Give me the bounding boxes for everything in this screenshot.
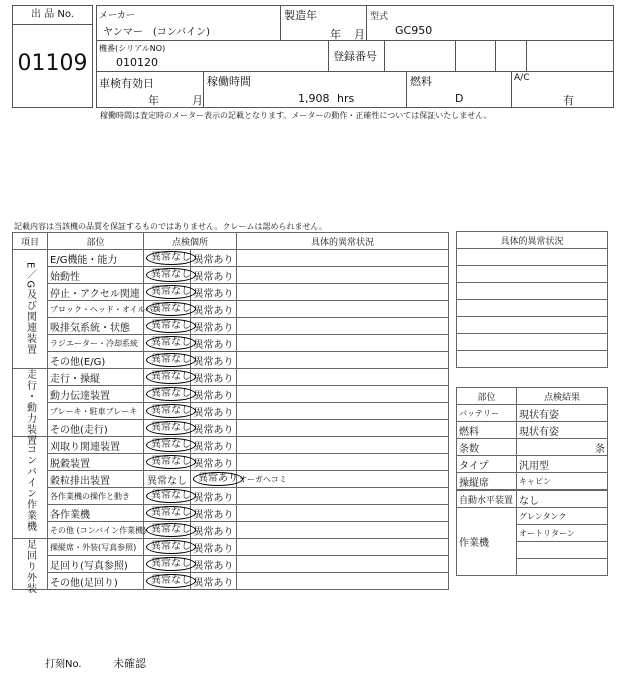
auto-level-label: 自動水平装置 (457, 491, 517, 508)
detail (237, 318, 449, 335)
table-row (13, 488, 449, 505)
table-row (13, 556, 449, 573)
check-result: 汎用型 (517, 456, 608, 473)
ac-value: 有 (563, 94, 574, 107)
option-ok[interactable] (144, 420, 191, 437)
check-part: タイプ (457, 456, 517, 473)
option-ng-label: 異常あり (193, 458, 234, 470)
part-name: 停止・アクセル関連 (48, 284, 144, 301)
table-row (13, 573, 449, 590)
option-ok[interactable] (144, 352, 191, 369)
table-row (13, 471, 449, 488)
part-name: E/G機能・能力 (48, 250, 144, 267)
option-ng-label: 異常あり (193, 407, 234, 419)
option-ng-label: 異常あり (193, 356, 234, 368)
lot-number-value: 01109 (17, 51, 88, 76)
option-ok-label: 異常なし (146, 455, 196, 469)
detail (237, 573, 449, 590)
option-ng[interactable] (191, 420, 237, 437)
detail (237, 505, 449, 522)
work-label: 作業機 (457, 508, 517, 576)
detail (237, 250, 449, 267)
table-row (13, 522, 449, 539)
option-ok[interactable] (144, 471, 191, 488)
detail (237, 386, 449, 403)
maker-label: メーカー (99, 11, 135, 21)
check-result: 条 (517, 439, 608, 456)
option-ok[interactable] (144, 539, 191, 556)
hours-note: 稼働時間は査定時のメーター表示の記載となります。メーターの動作・正確性については保証いたしません。 (100, 111, 492, 120)
table-row (13, 420, 449, 437)
option-ok-label: 異常なし (146, 285, 196, 299)
option-ng-label: 異常あり (193, 526, 234, 538)
table-row (13, 352, 449, 369)
option-ng-label: 異常あり (193, 271, 234, 283)
detail (237, 437, 449, 454)
option-ok[interactable] (144, 403, 191, 420)
option-ng-label: 異常あり (193, 339, 234, 351)
option-ok-label: 異常なし (146, 370, 196, 384)
check-part: 燃料 (457, 422, 517, 439)
work-item: オートリターン (517, 525, 608, 542)
option-ng[interactable] (191, 522, 237, 539)
option-ng[interactable] (191, 488, 237, 505)
option-ok[interactable] (144, 437, 191, 454)
table-row (13, 284, 449, 301)
option-ng-label: 異常あり (193, 509, 234, 521)
option-ng[interactable] (191, 573, 237, 590)
part-name: 各作業機の操作と動き (48, 488, 144, 505)
hours-unit: hrs (337, 92, 355, 105)
side-check-header-result: 点検結果 (517, 388, 608, 405)
model-label: 型式 (370, 12, 389, 22)
option-ok-label: 異常なし (146, 540, 196, 554)
detail (237, 369, 449, 386)
table-row (13, 267, 449, 284)
part-name: ブロック・ヘッド・オイルパン (48, 301, 144, 318)
check-part: 操縦席 (457, 473, 517, 490)
side-work-table (456, 490, 608, 576)
check-result: 現状有姿 (517, 422, 608, 439)
serial-label: 機番(シリアルNO) (99, 44, 166, 53)
option-ng-label: 異常あり (193, 254, 234, 266)
detail (237, 454, 449, 471)
option-ng-label: 異常あり (193, 441, 234, 453)
option-ok-label: 異常なし (146, 302, 196, 316)
part-name: その他(走行) (48, 420, 144, 437)
table-row (13, 437, 449, 454)
part-name: その他(足回り) (48, 573, 144, 590)
option-ok[interactable] (144, 301, 191, 318)
maker-value: ヤンマー (コンバイン) (103, 27, 211, 38)
group-label: 足回り外装 (13, 539, 48, 590)
check-result: キャビン (517, 473, 608, 490)
option-ok[interactable] (144, 335, 191, 352)
detail (237, 522, 449, 539)
option-ng-label: 異常あり (193, 543, 234, 555)
detail (237, 556, 449, 573)
option-ok-label: 異常なし (146, 268, 196, 282)
option-ok[interactable] (144, 250, 191, 267)
stamp-value: 未確認 (113, 657, 146, 670)
part-name: 始動性 (48, 267, 144, 284)
table-row (13, 454, 449, 471)
option-ok-label: 異常なし (146, 506, 196, 520)
option-ok[interactable] (144, 318, 191, 335)
detail (237, 488, 449, 505)
option-ok[interactable] (144, 556, 191, 573)
serial-value: 010120 (116, 56, 158, 69)
option-ng[interactable] (191, 539, 237, 556)
option-ng-label: 異常あり (193, 492, 234, 504)
auto-level-value: なし (517, 491, 608, 508)
part-name: 走行・操縦 (48, 369, 144, 386)
table-row (13, 539, 449, 556)
part-name: 足回り(写真参照) (48, 556, 144, 573)
group-label: 走行・動力装置 (13, 369, 48, 437)
option-ng[interactable] (191, 301, 237, 318)
header-check: 点検個所 (144, 233, 237, 250)
part-name: 動力伝達装置 (48, 386, 144, 403)
header-detail: 具体的異常状況 (237, 233, 449, 250)
option-ng[interactable] (191, 386, 237, 403)
detail (237, 301, 449, 318)
option-ng[interactable] (191, 267, 237, 284)
option-ok-label: 異常なし (146, 353, 196, 367)
inspection-month: 月 (192, 94, 203, 107)
detail (237, 420, 449, 437)
option-ok[interactable] (144, 522, 191, 539)
option-ng[interactable] (191, 369, 237, 386)
table-row (13, 403, 449, 420)
detail (237, 335, 449, 352)
option-ng[interactable] (191, 454, 237, 471)
lot-number-label: 出 品 No. (13, 6, 92, 25)
option-ng-label: 異常あり (193, 424, 234, 436)
inspection-year: 年 (148, 94, 159, 107)
option-ok-label: 異常なし (146, 438, 196, 452)
option-ok-label: 異常なし (146, 251, 196, 265)
option-ok-label: 異常なし (146, 421, 196, 435)
side-issues-table (456, 231, 608, 368)
option-ok[interactable] (144, 267, 191, 284)
side-check-header-part: 部位 (457, 388, 517, 405)
option-ng[interactable] (191, 471, 237, 488)
stamp-label: 打刻No. (45, 659, 82, 670)
lot-number-box (12, 5, 93, 108)
year-unit: 年 (330, 28, 341, 41)
part-name: 吸排気系統・状態 (48, 318, 144, 335)
option-ng-label: 異常あり (193, 390, 234, 402)
option-ok-label: 異常なし (147, 475, 187, 487)
option-ng-label: 異常あり (193, 305, 234, 317)
work-item (517, 542, 608, 559)
check-part: 条数 (457, 439, 517, 456)
option-ng-label: 異常あり (193, 472, 243, 486)
detail (237, 352, 449, 369)
option-ok-label: 異常なし (146, 319, 196, 333)
group-label: E／G及び関連装置 (13, 250, 48, 369)
header-part: 部位 (48, 233, 144, 250)
option-ok-label: 異常なし (146, 557, 196, 571)
option-ng-label: 異常あり (193, 288, 234, 300)
table-row (13, 335, 449, 352)
option-ok[interactable] (144, 488, 191, 505)
table-row (13, 250, 449, 267)
option-ok-label: 異常なし (146, 489, 196, 503)
option-ng[interactable] (191, 505, 237, 522)
part-name: 各作業機 (48, 505, 144, 522)
work-item (517, 559, 608, 576)
option-ng[interactable] (191, 403, 237, 420)
hours-value: 1,908 (298, 92, 330, 105)
option-ok[interactable] (144, 505, 191, 522)
detail (237, 284, 449, 301)
hours-label: 稼働時間 (207, 75, 251, 88)
option-ng-label: 異常あり (193, 373, 234, 385)
option-ok-label: 異常なし (146, 336, 196, 350)
table-row (13, 505, 449, 522)
part-name: その他(E/G) (48, 352, 144, 369)
side-issues-header: 具体的異常状況 (457, 232, 608, 249)
quality-note: 記載内容は当該機の品質を保証するものではありません。クレームは認められません。 (14, 222, 327, 231)
option-ok-label: 異常なし (146, 387, 196, 401)
month-unit: 月 (354, 28, 365, 41)
table-row (13, 301, 449, 318)
fuel-label: 燃料 (410, 75, 432, 88)
option-ng-label: 異常あり (193, 577, 234, 589)
option-ng-label: 異常あり (193, 322, 234, 334)
option-ng[interactable] (191, 284, 237, 301)
option-ok[interactable] (144, 284, 191, 301)
option-ng-label: 異常あり (193, 560, 234, 572)
detail: オーガヘコミ (237, 471, 449, 488)
part-name: 操縦席・外装(写真参照) (48, 539, 144, 556)
part-name: ラジエーター・冷却系統 (48, 335, 144, 352)
option-ng[interactable] (191, 250, 237, 267)
option-ok-label: 異常なし (146, 404, 196, 418)
detail (237, 403, 449, 420)
ac-label: A/C (514, 73, 530, 83)
option-ok-label: 異常なし (146, 574, 196, 588)
inspection-label: 車検有効日 (99, 77, 154, 90)
table-row (13, 369, 449, 386)
check-part: バッテリー (457, 405, 517, 422)
option-ng[interactable] (191, 437, 237, 454)
option-ok[interactable] (144, 369, 191, 386)
option-ok[interactable] (144, 573, 191, 590)
part-name: 脱穀装置 (48, 454, 144, 471)
year-label: 製造年 (284, 9, 317, 22)
part-name: ブレーキ・駐車ブレーキ (48, 403, 144, 420)
fuel-value: D (455, 92, 464, 105)
option-ng[interactable] (191, 335, 237, 352)
option-ng[interactable] (191, 318, 237, 335)
group-label: コンバイン作業機 (13, 437, 48, 539)
table-row (13, 386, 449, 403)
inspection-table (12, 232, 449, 594)
part-name: 刈取り関連装置 (48, 437, 144, 454)
side-check-table (456, 387, 608, 490)
part-name: 穀粒排出装置 (48, 471, 144, 488)
option-ok[interactable] (144, 386, 191, 403)
option-ok[interactable] (144, 454, 191, 471)
table-row (13, 318, 449, 335)
part-name: その他 (コンバイン作業機) (48, 522, 144, 539)
work-item: グレンタンク (517, 508, 608, 525)
model-value: GC950 (395, 24, 433, 37)
detail (237, 539, 449, 556)
option-ng[interactable] (191, 352, 237, 369)
option-ng[interactable] (191, 556, 237, 573)
check-result: 現状有姿 (517, 405, 608, 422)
registration-label: 登録番号 (333, 50, 377, 63)
detail (237, 267, 449, 284)
option-ok-label: 異常なし (146, 523, 196, 537)
header-item: 項目 (13, 233, 48, 250)
